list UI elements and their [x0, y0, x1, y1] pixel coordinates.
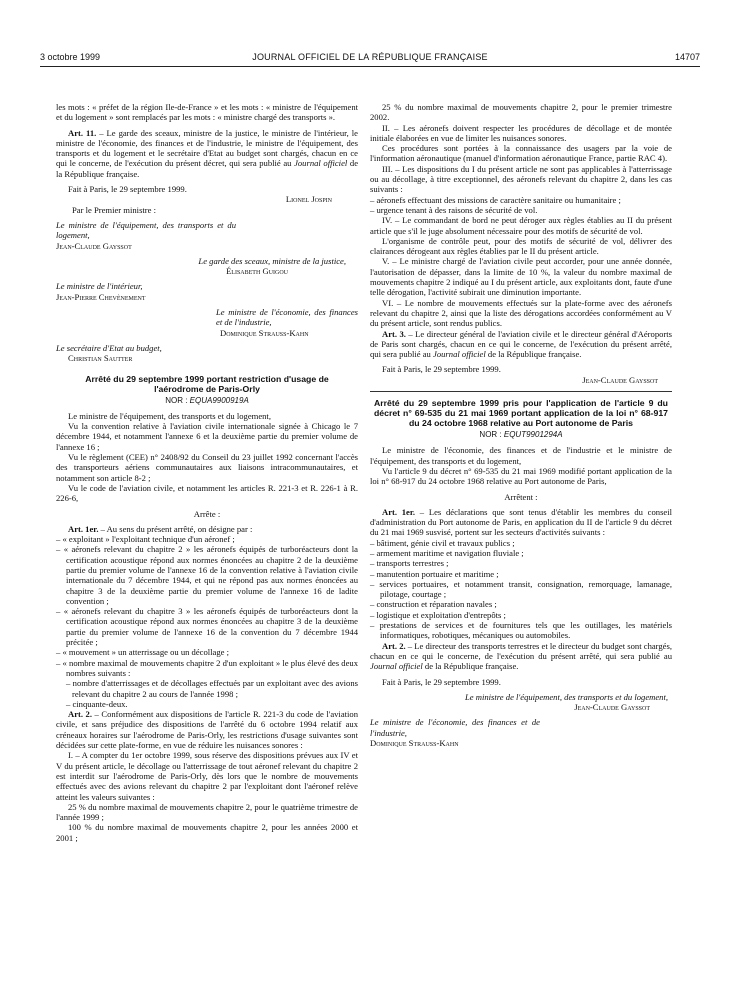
paragraph: 25 % du nombre maximal de mouvements chapitre 2, pour le quatrième trimestre de l'année 1999 ;	[56, 801, 358, 823]
visa: Vu la convention relative à l'aviation civile internationale signée à Chicago le 7 décembre 1944, et notamment l'annexe 6 et la deuxième partie du premier volume de l'annexe 16 ;	[56, 421, 358, 452]
signature-title: Le ministre de l'équipement, des transports et du logement,	[465, 691, 668, 702]
paragraph: I. – A compter du 1er octobre 1999, sous réserve des dispositions prévues aux IV et V du présent article, le décollage ou l'atterrissage de tout aéronef relevant du chapitre 2 est interdit sur l'aérodrome de Paris-Orly, dès lors que le nombre de mouvements effectués avec des avions relevant du chapitre 2 par l'exploitant dont l'aéronef relève atteint les valeurs suivantes :	[56, 750, 358, 802]
paragraph: III. – Les dispositions du I du présent article ne sont pas applicables à l'atterrissage ou au décollage, à titre exceptionnel, des aéronefs relevant du chapitre 2, dans les cas suivants :	[370, 163, 672, 195]
paragraph: les mots : « préfet de la région Ile-de-France » et les mots : « ministre de l'équipement et du logement » sont remplacés par les mots : « ministre chargé des transports ».	[56, 102, 358, 123]
visa: Le ministre de l'équipement, des transports et du logement,	[68, 410, 271, 421]
sectors-list	[370, 538, 672, 641]
signature-title: Le garde des sceaux, ministre de la justice,	[198, 255, 346, 266]
list-item: – nombre d'atterrissages et de décollages effectués par un exploitant avec des avions relevant du chapitre 2 au cours de l'année 1998 ;	[66, 678, 358, 699]
arrete-title: Arrêté du 29 septembre 1999 pris pour l'application de l'article 9 du décret n° 69-535 du 21 mai 1969 portant application de la loi n° 68-917 du 24 octobre 1968 relative au Port autonome de Paris	[374, 398, 668, 429]
list-item: – « mouvement » un atterrissage ou un décollage ;	[56, 647, 230, 658]
exceptions-list	[370, 195, 672, 216]
article-2: Art. 2. – Le directeur des transports terrestres et le directeur du budget sont chargés, chacun en ce qui le concerne, de l'exécution du présent arrêté, qui sera publié au Journal officiel de la République française.	[370, 640, 672, 672]
left-column	[56, 102, 358, 843]
article-1: Art. 1er. – Les déclarations que sont tenus d'établir les membres du conseil d'administration du Port autonome de Paris, en application du II de l'article 9 du décret du 21 mai 1969 susvisé, portent sur les secteurs d'activités suivants :	[370, 506, 672, 538]
paragraph: II. – Les aéronefs doivent respecter les procédures de décollage et de montée initiale élaborées en vue de limiter les nuisances sonores.	[370, 122, 672, 143]
paragraph: 25 % du nombre maximal de mouvements chapitre 2, pour le premier trimestre 2002.	[370, 102, 672, 123]
page-header	[40, 52, 700, 64]
signature-title: Le ministre de l'équipement, des transports et du logement,	[56, 219, 236, 241]
list-item: – « exploitant » l'exploitant technique d'un aéronef ;	[56, 534, 235, 545]
section-separator	[370, 391, 672, 392]
list-item: – construction et réparation navales ;	[370, 599, 497, 610]
paragraph: L'organisme de contrôle peut, pour des motifs de sécurité de vol, délivrer des clairances dérogeant aux règles établies par le II du présent article.	[370, 235, 672, 257]
article-label: Art. 11.	[68, 127, 97, 138]
definitions-list	[56, 534, 358, 709]
visa: Vu le code de l'aviation civile, et notamment les articles R. 221-3 et R. 226-1 à R. 226-6,	[56, 482, 358, 504]
signature-name: Jean-Claude Gayssot	[56, 240, 132, 251]
paragraph: Le ministre de l'économie, des finances et de l'industrie et le ministre de l'équipement, des transports et du logement,	[370, 445, 672, 466]
signature-name: Jean-Claude Gayssot	[574, 702, 650, 713]
list-item: – « aéronefs relevant du chapitre 3 » les aéronefs équipés de turboréacteurs dont la certification acoustique répond aux normes énoncées au chapitre 3 de la deuxième partie du premier volume de l'annexe 16 de la convention du 7 décembre 1944 précitée ;	[56, 606, 358, 648]
paragraph: V. – Le ministre chargé de l'aviation civile peut accorder, pour une année donnée, l'autorisation de dépasser, dans la limite de 10 %, la valeur du nombre maximal de mouvements chapitre 2 indiqué au I du présent article, aux exploitants dont, faute d'une telle dérogation, l'activité subirait une diminution importante.	[370, 256, 672, 298]
paragraph: 100 % du nombre maximal de mouvements chapitre 2, pour les années 2000 et 2001 ;	[56, 822, 358, 843]
article-1: Art. 1er. – Au sens du présent arrêté, on désigne par :	[68, 523, 253, 534]
list-item: – prestations de services et de fournitures tels que les outillages, les matériels informatiques, robotiques, mécaniques ou automobiles.	[370, 620, 672, 641]
list-item: – services portuaires, et notamment transit, consignation, remorquage, lamanage, pilotage, courtage ;	[370, 578, 672, 600]
signature-name: Lionel Jospin	[285, 194, 332, 205]
list-item: – logistique et exploitation d'entrepôts ;	[370, 609, 506, 620]
header-page-number: 14707	[674, 52, 700, 62]
header-rule	[40, 66, 700, 67]
visa: Vu le règlement (CEE) n° 2408/92 du Conseil du 23 juillet 1992 concernant l'accès des transporteurs aériens communautaires aux liaisons intracommunautaires, et notamment son article 8-2 ;	[56, 452, 358, 483]
list-item: – manutention portuaire et maritime ;	[370, 568, 499, 579]
signature-name: Dominique Strauss-Kahn	[220, 327, 309, 338]
nor-reference: NOR : EQUT9901294A	[479, 430, 563, 440]
header-journal-title: JOURNAL OFFICIEL DE LA RÉPUBLIQUE FRANÇAISE	[252, 52, 488, 62]
article-2: Art. 2. – Conformément aux dispositions de l'article R. 221-3 du code de l'aviation civile, et sans préjudice des dispositions de l'arrêté du 6 octobre 1994 relatif aux créneaux horaires sur l'aérodrome de Paris-Orly, les restrictions d'usage suivantes sont décidées sur cette plate-forme, en vue de réduire les nuisances sonores :	[56, 709, 359, 751]
list-item: – armement maritime et navigation fluviale ;	[370, 547, 524, 558]
par-line: Par le Premier ministre :	[72, 204, 157, 215]
fait-line: Fait à Paris, le 29 septembre 1999.	[382, 676, 501, 687]
signature-name: Élisabeth Guigou	[226, 266, 288, 277]
arrete-heading: Arrête :	[193, 508, 221, 519]
fait-line: Fait à Paris, le 29 septembre 1999.	[382, 364, 501, 375]
list-item: – « nombre maximal de mouvements chapitre 2 d'un exploitant » le plus élevé des deux nombres suivants :	[56, 657, 358, 678]
arrete-title: Arrêté du 29 septembre 1999 portant restriction d'usage de l'aérodrome de Paris-Orly	[85, 373, 329, 394]
signature-title: Le secrétaire d'Etat au budget,	[56, 342, 162, 353]
list-item: – transports terrestres ;	[370, 558, 449, 569]
article-3: Art. 3. – Le directeur général de l'aviation civile et le directeur général d'Aéroports de Paris sont chargés, chacun en ce qui le concerne, de l'exécution du présent arrêté, qui sera publié au Journal officiel de la République française.	[370, 328, 673, 360]
signature-title: Le ministre de l'économie, des finances et de l'industrie,	[216, 307, 358, 328]
fait-line: Fait à Paris, le 29 septembre 1999.	[68, 184, 187, 195]
list-item: – « aéronefs relevant du chapitre 2 » les aéronefs équipés de turboréacteurs dont la certification acoustique répond aux normes énoncées au chapitre 2 de la deuxième partie du premier volume de l'annexe 16 de la convention relative à l'aviation civile internationale du 7 décembre 1944, et qui ne répond pas aux normes énoncées au chapitre 3 de la deuxième partie du premier volume de l'annexe 16 de ladite convention ;	[56, 544, 358, 606]
signature-name: Christian Sautter	[68, 353, 133, 364]
visa: Vu l'article 9 du décret n° 69-535 du 21 mai 1969 modifié portant application de la loi n° 68-917 du 24 octobre 1968 relative au Port autonome de Paris,	[370, 465, 672, 487]
list-item: – bâtiment, génie civil et travaux publics ;	[370, 537, 515, 548]
paragraph: VI. – Le nombre de mouvements effectués sur la plate-forme avec des aéronefs relevant du chapitre 2, ainsi que la liste des dérogations accordées conformément au V du présent article, sont rendus publics.	[370, 297, 672, 329]
list-item: – urgence tenant à des raisons de sécurité de vol.	[370, 204, 538, 215]
list-item: – aéronefs effectuant des missions de caractère sanitaire ou humanitaire ;	[370, 194, 621, 205]
signature-name: Dominique Strauss-Kahn	[370, 738, 459, 749]
nor-reference: NOR : EQUA9900919A	[165, 395, 249, 405]
signature-title: Le ministre de l'économie, des finances et de l'industrie,	[370, 717, 540, 738]
signature-title: Le ministre de l'intérieur,	[56, 281, 143, 292]
arretent-heading: Arrêtent :	[504, 491, 538, 502]
article-11: Art. 11. – Le garde des sceaux, ministre de la justice, le ministre de l'intérieur, le ministre de l'économie, des finances et de l'industrie, le ministre de l'équipement, des transports et du logement et le secrétaire d'Etat au budget sont chargés, chacun en ce qui le concerne, de l'exécution du présent décret, qui sera publié au Journal officiel de la République française.	[56, 127, 359, 179]
paragraph: Ces procédures sont portées à la connaissance des usagers par la voie de l'information aéronautique (manuel d'information aéronautique France, partie RAC 4).	[370, 143, 672, 164]
signature-name: Jean-Claude Gayssot	[582, 374, 658, 385]
right-column	[370, 102, 672, 748]
signature-name: Jean-Pierre Chevènement	[56, 291, 146, 302]
header-date: 3 octobre 1999	[40, 52, 101, 62]
list-item: – cinquante-deux.	[66, 698, 128, 709]
paragraph: IV. – Le commandant de bord ne peut déroger aux règles établies au II du présent article que s'il le juge absolument nécessaire pour des motifs de sécurité de vol.	[370, 215, 672, 236]
